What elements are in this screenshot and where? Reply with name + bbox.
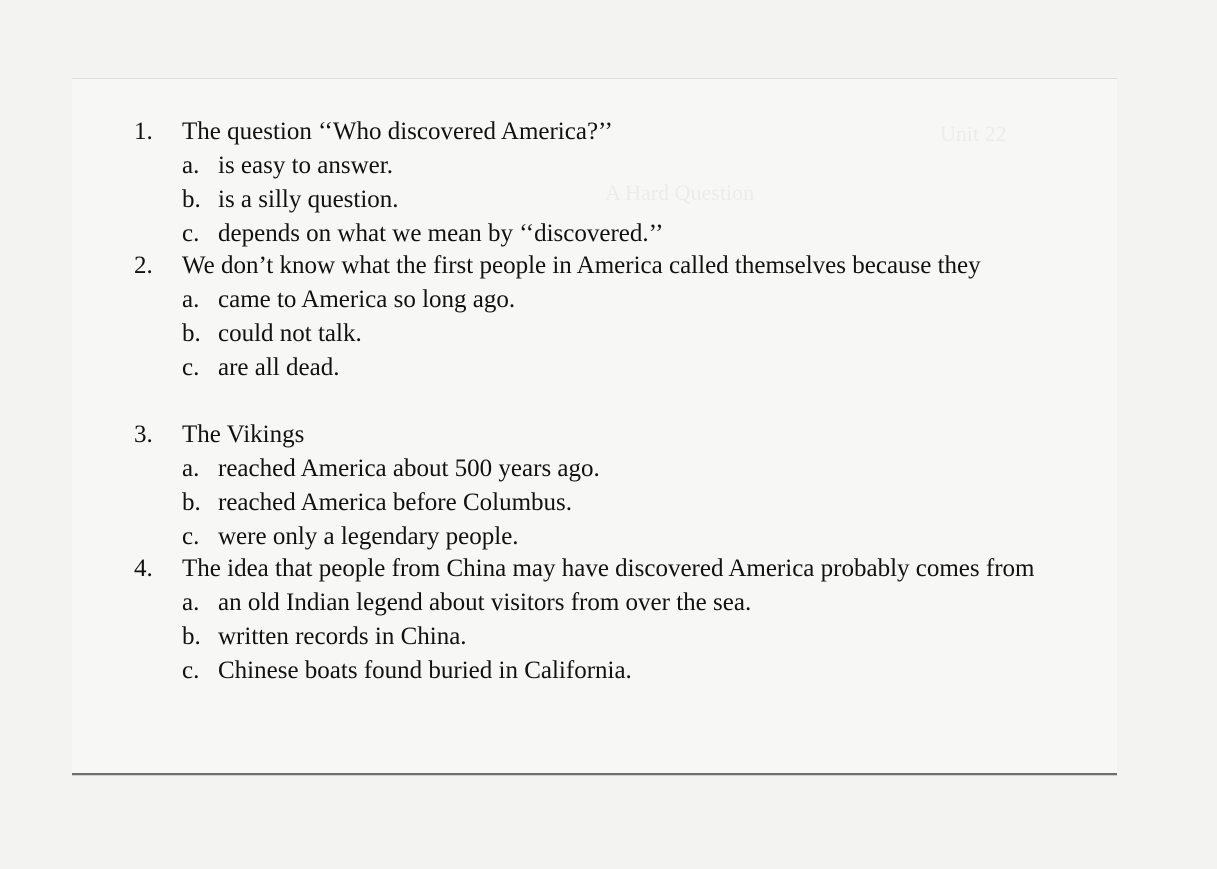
- option-letter: c.: [182, 220, 200, 247]
- answer-option-a: [182, 586, 1054, 620]
- option-text: Chinese boats found buried in California.: [218, 657, 632, 684]
- option-letter: c.: [182, 657, 200, 684]
- option-text: depends on what we mean by ‘‘discovered.’’: [218, 220, 664, 247]
- question-stem: The idea that people from China may have discovered America probably comes from: [182, 555, 1035, 582]
- option-letter: b.: [182, 186, 201, 213]
- answer-option-b: [182, 620, 1054, 654]
- question-number: 3.: [134, 421, 153, 448]
- option-letter: a.: [182, 152, 200, 179]
- question-number: 2.: [134, 252, 153, 279]
- answer-option-a: [182, 452, 1054, 486]
- option-text: reached America about 500 years ago.: [218, 455, 600, 482]
- option-letter: a.: [182, 589, 200, 616]
- option-letter: b.: [182, 320, 201, 347]
- answer-options: [134, 283, 1054, 385]
- answer-option-b: [182, 183, 1054, 217]
- question-4: [134, 552, 1054, 688]
- answer-option-b: [182, 317, 1054, 351]
- question-1: [134, 115, 1054, 251]
- option-text: an old Indian legend about visitors from over the sea.: [218, 589, 752, 616]
- question-number: 1.: [134, 118, 153, 145]
- option-text: written records in China.: [218, 623, 467, 650]
- option-letter: c.: [182, 354, 200, 381]
- question-stem: The Vikings: [182, 421, 305, 448]
- question-2: [134, 249, 1054, 385]
- answer-option-b: [182, 486, 1054, 520]
- option-letter: b.: [182, 623, 201, 650]
- option-text: are all dead.: [218, 354, 340, 381]
- answer-options: [134, 452, 1054, 554]
- option-letter: a.: [182, 286, 200, 313]
- option-text: came to America so long ago.: [218, 286, 516, 313]
- bleed-through-heading: A Hard Question: [605, 180, 755, 205]
- answer-option-c: [182, 654, 1054, 688]
- bleed-through-unit-title: Unit 22: [940, 121, 1007, 146]
- answer-option-a: [182, 283, 1054, 317]
- option-letter: a.: [182, 455, 200, 482]
- question-3: [134, 418, 1054, 554]
- question-stem: We don’t know what the first people in America called themselves because they: [182, 252, 981, 279]
- question-card: [72, 78, 1117, 775]
- option-text: could not talk.: [218, 320, 362, 347]
- option-text: is a silly question.: [218, 186, 399, 213]
- answer-option-a: [182, 149, 1054, 183]
- answer-options: [134, 586, 1054, 688]
- answer-option-c: [182, 520, 1054, 554]
- answer-option-c: [182, 351, 1054, 385]
- answer-option-c: [182, 217, 1054, 251]
- option-letter: c.: [182, 523, 200, 550]
- option-text: reached America before Columbus.: [218, 489, 573, 516]
- option-text: is easy to answer.: [218, 152, 393, 179]
- answer-options: [134, 149, 1054, 251]
- question-number: 4.: [134, 555, 153, 582]
- option-text: were only a legendary people.: [218, 523, 519, 550]
- option-letter: b.: [182, 489, 201, 516]
- question-stem: The question ‘‘Who discovered America?’’: [182, 118, 613, 145]
